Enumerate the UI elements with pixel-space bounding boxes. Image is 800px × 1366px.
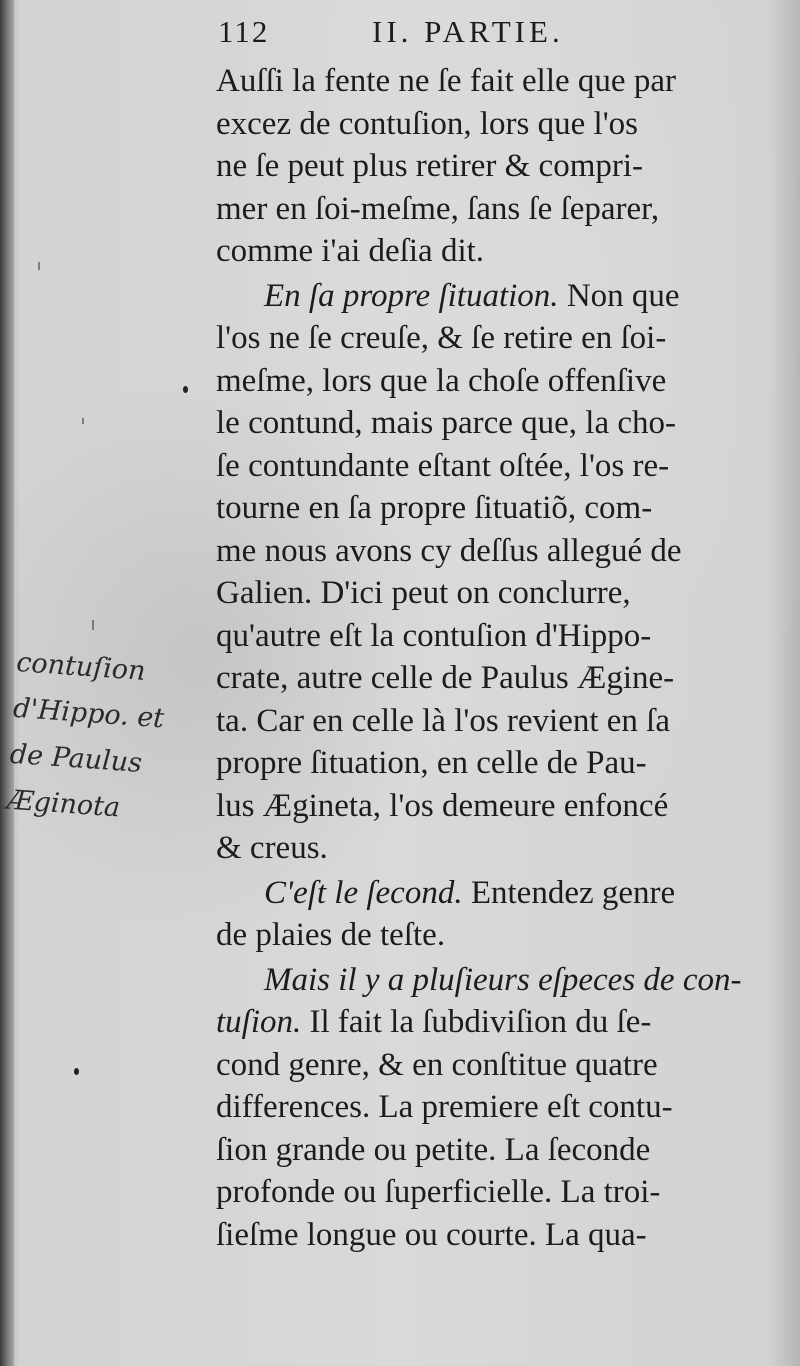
line-text: ta. Car en celle là l'os revient en ſa: [216, 702, 670, 739]
italic-lemma: tuſion.: [216, 1004, 302, 1040]
line-text: ſieſme longue ou courte. La qua-: [216, 1216, 647, 1253]
margin-note-line: de Paulus: [8, 738, 143, 779]
page-spine-shadow: [0, 0, 14, 1366]
line-text: cond genre, & en conſtitue quatre: [216, 1046, 658, 1083]
paper-mark: [92, 620, 94, 630]
text-line: [216, 103, 736, 146]
line-text: l'os ne ſe creuſe, & ſe retire en ſoi-: [216, 320, 667, 356]
text-line: [216, 572, 736, 615]
margin-note-line: Æginota: [5, 784, 122, 824]
text-line: [216, 360, 736, 403]
italic-lemma: En ſa propre ſituation.: [264, 277, 559, 314]
line-text: tourne en ſa propre ſituatiõ, com-: [216, 490, 653, 526]
text-line: [216, 1086, 736, 1129]
line-text: ſion grande ou petite. La ſeconde: [216, 1131, 651, 1168]
line-text: & creus.: [216, 830, 328, 866]
line-text: Auſſi la fente ne ſe fait elle que par: [216, 63, 676, 99]
line-text: profonde ou ſuperficielle. La troi-: [216, 1174, 661, 1210]
line-text: comme i'ai deſia dit.: [216, 233, 485, 269]
text-line: [216, 145, 736, 188]
text-line: [216, 530, 736, 573]
line-text: lus Ægineta, l'os demeure enfoncé: [216, 787, 669, 824]
line-text: Galien. D'ici peut on conclurre,: [216, 575, 631, 611]
text-line: [216, 785, 736, 828]
text-line: [216, 872, 736, 915]
ink-speck: [74, 1068, 79, 1075]
body-text: [216, 60, 742, 1256]
paper-mark: [38, 262, 40, 270]
line-text: le contund, mais parce que, la cho-: [216, 405, 676, 441]
text-line: [216, 230, 736, 273]
line-text: ne ſe peut plus retirer & compri-: [216, 148, 644, 184]
text-line: [216, 914, 736, 957]
line-text: propre ſituation, en celle de Pau-: [216, 745, 647, 781]
text-line: [216, 700, 736, 743]
line-text: Entendez genre: [462, 874, 676, 911]
italic-lemma: C'eſt le ſecond.: [264, 874, 463, 911]
line-text: differences. La premiere eſt contu-: [216, 1089, 673, 1125]
paper-mark: [82, 418, 84, 424]
line-text: crate, autre celle de Paulus Ægine-: [216, 660, 675, 696]
text-line: [216, 827, 736, 870]
text-line: [216, 742, 736, 785]
text-line: [216, 1214, 736, 1257]
text-line: [216, 317, 736, 360]
text-line: [216, 959, 742, 1002]
text-line: [216, 188, 736, 231]
text-line: [216, 1044, 736, 1087]
page-header: [218, 14, 618, 54]
text-line: [216, 275, 736, 318]
text-line: [216, 402, 736, 445]
page-number: 112: [218, 14, 270, 49]
line-text: de plaies de teſte.: [216, 917, 446, 953]
line-text: ſe contundante eſtant oſtée, l'os re-: [216, 447, 670, 484]
italic-lemma: Mais il y a pluſieurs eſpeces de con-: [264, 961, 742, 998]
line-text: me nous avons cy deſſus allegué de: [216, 532, 682, 569]
text-line: [216, 1171, 736, 1214]
text-line: [216, 60, 736, 103]
margin-note-line: d'Hippo. et: [12, 692, 166, 735]
text-line: [216, 615, 736, 658]
line-text: Il fait la ſubdiviſion du ſe-: [301, 1004, 652, 1040]
text-line: [216, 1129, 736, 1172]
text-line: [216, 445, 736, 488]
text-line: [216, 1001, 736, 1044]
text-line: [216, 657, 736, 700]
handwritten-margin-note: [5, 640, 217, 838]
line-text: mer en ſoi-meſme, ſans ſe ſeparer,: [216, 190, 660, 227]
line-text: excez de contuſion, lors que l'os: [216, 105, 638, 142]
line-text: Non que: [558, 277, 680, 314]
line-text: meſme, lors que la choſe offenſive: [216, 362, 667, 399]
line-text: qu'autre eſt la contuſion d'Hippo-: [216, 617, 652, 654]
text-line: [216, 487, 736, 530]
ink-speck: [183, 386, 188, 393]
margin-note-line: contuſion: [15, 646, 147, 687]
running-head: II. PARTIE.: [372, 14, 564, 49]
